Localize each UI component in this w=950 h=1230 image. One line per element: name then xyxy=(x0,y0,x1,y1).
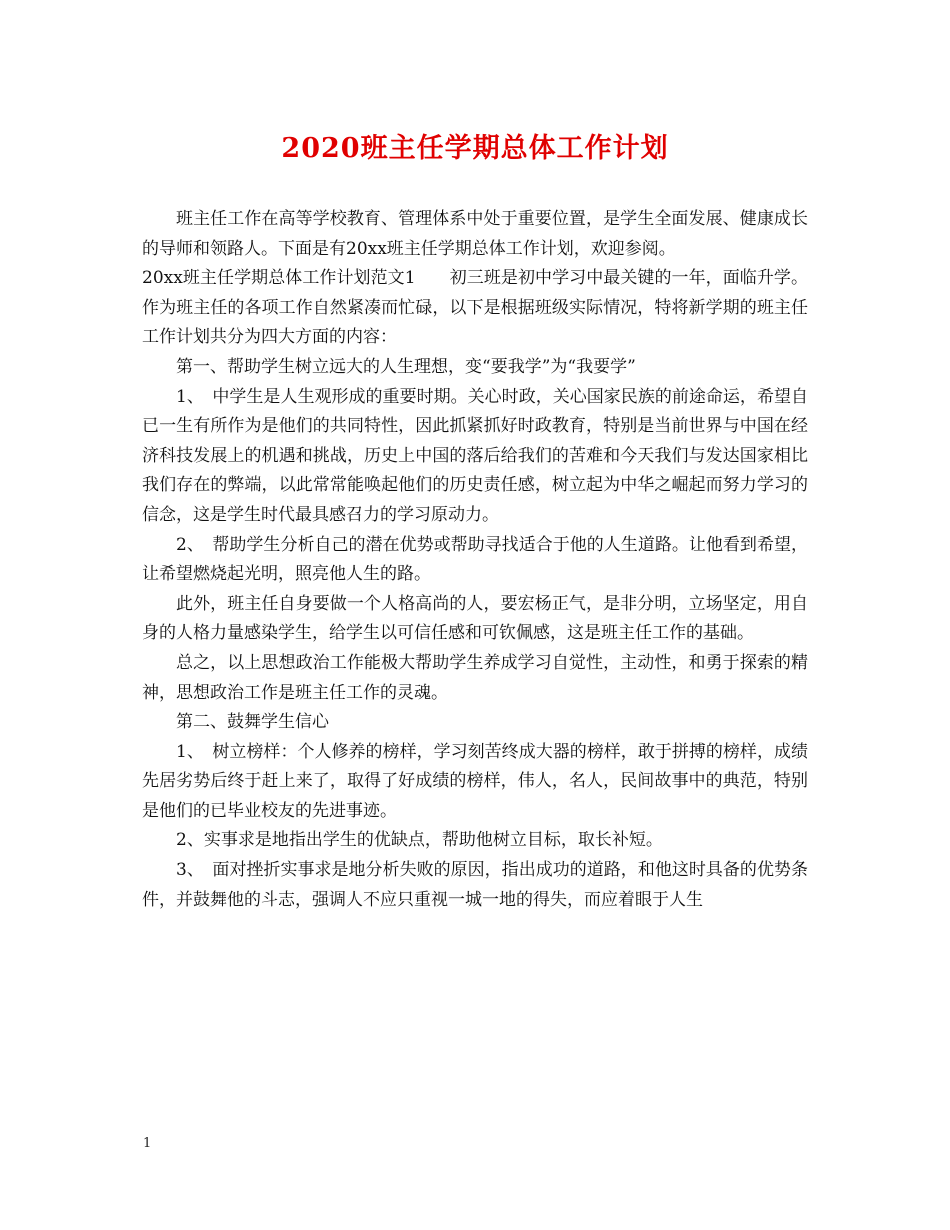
page-number: 1 xyxy=(143,1136,152,1151)
paragraph-intro: 班主任工作在高等学校教育、管理体系中处于重要位置，是学生全面发展、健康成长的导师和领路人。下面是有20xx班主任学期总体工作计划，欢迎参阅。 xyxy=(142,209,808,259)
paragraph-item-2-1: 1、 树立榜样：个人修养的榜样，学习刻苦终成大器的榜样，敢于拼搏的榜样，成绩先居劣势后终于赶上来了，取得了好成绩的榜样，伟人，名人，民间故事中的典范，特别是他们的已毕业校友的先进事迹。 xyxy=(142,741,808,821)
paragraph-sample-1: 20xx班主任学期总体工作计划范文1 初三班是初中学习中最关键的一年，面临升学。作为班主任的各项工作自然紧凑而忙碌，以下是根据班级实际情况，特将新学期的班主任工作计划共分为四大方面的内容： xyxy=(142,268,808,348)
paragraph-item-1-2: 2、 帮助学生分析自己的潜在优势或帮助寻找适合于他的人生道路。让他看到希望，让希望燃烧起光明，照亮他人生的路。 xyxy=(142,534,808,585)
section-heading-2: 第二、鼓舞学生信心 xyxy=(176,712,329,733)
document-body xyxy=(142,205,808,915)
section-heading-1: 第一、帮助学生树立远大的人生理想，变“要我学”为“我要学” xyxy=(176,356,636,377)
paragraph-item-2-3: 3、 面对挫折实事求是地分析失败的原因，指出成功的道路，和他这时具备的优势条件，并鼓舞他的斗志，强调人不应只重视一城一地的得失，而应着眼于人生 xyxy=(142,860,808,910)
paragraph-summary: 总之，以上思想政治工作能极大帮助学生养成学习自觉性，主动性，和勇于探索的精神，思想政治工作是班主任工作的灵魂。 xyxy=(142,652,808,703)
paragraph-additional: 此外，班主任自身要做一个人格高尚的人，要宏杨正气，是非分明，立场坚定，用自身的人格力量感染学生，给学生以可信任感和可钦佩感，这是班主任工作的基础。 xyxy=(142,593,808,644)
paragraph-item-1-1: 1、 中学生是人生观形成的重要时期。关心时政，关心国家民族的前途命运，希望自已一生有所作为是他们的共同特性，因此抓紧抓好时政教育，特别是当前世界与中国在经济科技发展上的机遇和挑战，历史上中国的落后给我们的苦难和今天我们与发达国家相比我们存在的弊端，以此常常能唤起他们的历史责任感，树立起为中华之崛起而努力学习的信念，这是学生时代最具感召力的学习原动力。 xyxy=(142,386,808,525)
paragraph-item-2-2: 2、实事求是地指出学生的优缺点，帮助他树立目标，取长补短。 xyxy=(176,830,663,851)
document-title: 2020班主任学期总体工作计划 xyxy=(281,133,669,164)
